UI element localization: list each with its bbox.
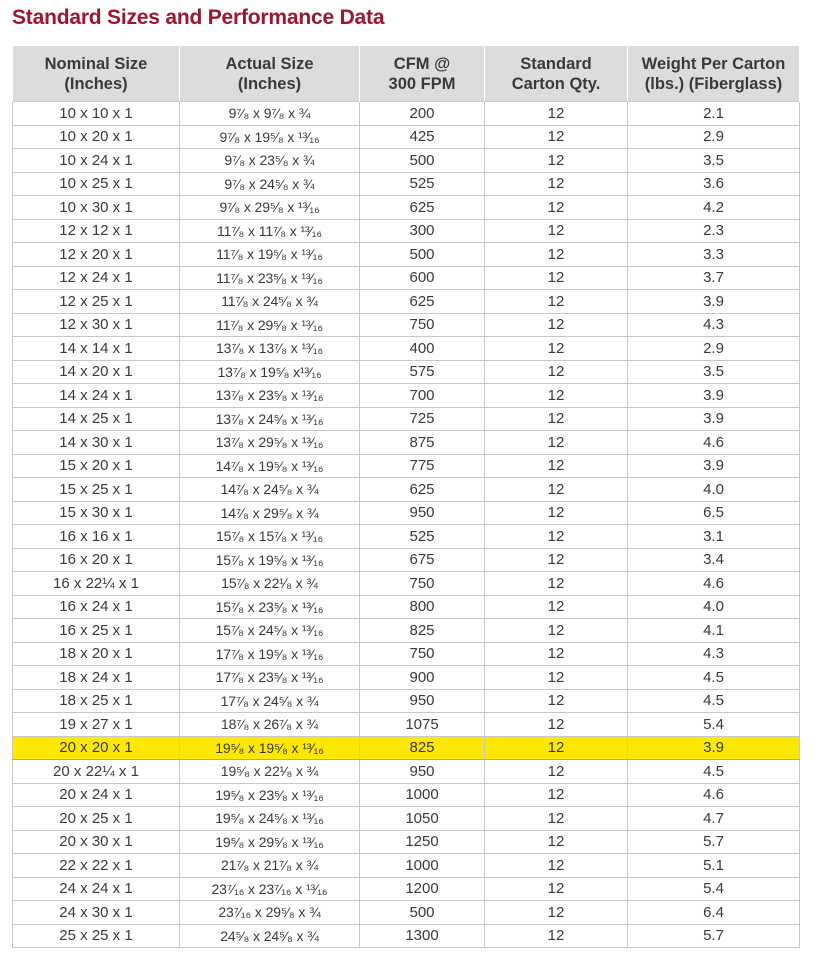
nominal-size-cell: 12 x 25 x 1: [13, 290, 180, 314]
cfm-cell: 900: [360, 666, 485, 690]
actual-size-cell: 9⁷⁄₈ x 29⁵⁄₈ x ¹³⁄₁₆: [180, 196, 360, 220]
weight-cell: 6.5: [628, 501, 800, 525]
table-row-highlighted: [13, 736, 800, 760]
header-cfm: CFM @ 300 FPM: [360, 46, 485, 102]
nominal-size-cell: 12 x 12 x 1: [13, 219, 180, 243]
weight-cell: 4.0: [628, 478, 800, 502]
table-row: [13, 924, 800, 948]
actual-size-cell: 9⁷⁄₈ x 9⁷⁄₈ x ¾: [180, 102, 360, 126]
cfm-cell: 950: [360, 689, 485, 713]
nominal-size-cell: 10 x 10 x 1: [13, 102, 180, 126]
carton-qty-cell: 12: [485, 384, 628, 408]
actual-size-cell: 13⁷⁄₈ x 23⁵⁄₈ x ¹³⁄₁₆: [180, 384, 360, 408]
actual-size-cell: 23⁷⁄₁₆ x 23⁷⁄₁₆ x ¹³⁄₁₆: [180, 877, 360, 901]
actual-size-cell: 15⁷⁄₈ x 19⁵⁄₈ x ¹³⁄₁₆: [180, 548, 360, 572]
nominal-size-cell: 10 x 25 x 1: [13, 172, 180, 196]
nominal-size-cell: 20 x 20 x 1: [13, 736, 180, 760]
table-row: [13, 102, 800, 126]
nominal-size-cell: 10 x 20 x 1: [13, 125, 180, 149]
nominal-size-cell: 15 x 20 x 1: [13, 454, 180, 478]
weight-cell: 5.1: [628, 854, 800, 878]
weight-cell: 4.5: [628, 760, 800, 784]
table-row: [13, 360, 800, 384]
weight-cell: 3.4: [628, 548, 800, 572]
header-actual-size: Actual Size (Inches): [180, 46, 360, 102]
carton-qty-cell: 12: [485, 290, 628, 314]
table-row: [13, 901, 800, 925]
nominal-size-cell: 15 x 30 x 1: [13, 501, 180, 525]
nominal-size-cell: 16 x 22¼ x 1: [13, 572, 180, 596]
cfm-cell: 425: [360, 125, 485, 149]
actual-size-cell: 19⁵⁄₈ x 29⁵⁄₈ x ¹³⁄₁₆: [180, 830, 360, 854]
header-carton-qty: Standard Carton Qty.: [485, 46, 628, 102]
table-row: [13, 149, 800, 173]
actual-size-cell: 19⁵⁄₈ x 19⁵⁄₈ x ¹³⁄₁₆: [180, 736, 360, 760]
carton-qty-cell: 12: [485, 924, 628, 948]
weight-cell: 3.9: [628, 736, 800, 760]
weight-cell: 5.4: [628, 713, 800, 737]
nominal-size-cell: 24 x 30 x 1: [13, 901, 180, 925]
cfm-cell: 1050: [360, 807, 485, 831]
carton-qty-cell: 12: [485, 548, 628, 572]
nominal-size-cell: 20 x 25 x 1: [13, 807, 180, 831]
actual-size-cell: 15⁷⁄₈ x 24⁵⁄₈ x ¹³⁄₁₆: [180, 619, 360, 643]
nominal-size-cell: 18 x 25 x 1: [13, 689, 180, 713]
carton-qty-cell: 12: [485, 196, 628, 220]
header-weight: Weight Per Carton (lbs.) (Fiberglass): [628, 46, 800, 102]
weight-cell: 3.7: [628, 266, 800, 290]
cfm-cell: 625: [360, 478, 485, 502]
nominal-size-cell: 12 x 30 x 1: [13, 313, 180, 337]
cfm-cell: 750: [360, 313, 485, 337]
sizes-table: [12, 46, 800, 948]
table-row: [13, 196, 800, 220]
cfm-cell: 300: [360, 219, 485, 243]
cfm-cell: 625: [360, 196, 485, 220]
actual-size-cell: 17⁷⁄₈ x 24⁵⁄₈ x ¾: [180, 689, 360, 713]
nominal-size-cell: 14 x 30 x 1: [13, 431, 180, 455]
table-row: [13, 572, 800, 596]
actual-size-cell: 15⁷⁄₈ x 22¹⁄₈ x ¾: [180, 572, 360, 596]
nominal-size-cell: 25 x 25 x 1: [13, 924, 180, 948]
actual-size-cell: 15⁷⁄₈ x 15⁷⁄₈ x ¹³⁄₁₆: [180, 525, 360, 549]
carton-qty-cell: 12: [485, 125, 628, 149]
carton-qty-cell: 12: [485, 478, 628, 502]
carton-qty-cell: 12: [485, 454, 628, 478]
table-row: [13, 125, 800, 149]
nominal-size-cell: 19 x 27 x 1: [13, 713, 180, 737]
table-row: [13, 619, 800, 643]
actual-size-cell: 14⁷⁄₈ x 19⁵⁄₈ x ¹³⁄₁₆: [180, 454, 360, 478]
table-row: [13, 243, 800, 267]
cfm-cell: 675: [360, 548, 485, 572]
table-row: [13, 525, 800, 549]
cfm-cell: 700: [360, 384, 485, 408]
weight-cell: 2.9: [628, 337, 800, 361]
cfm-cell: 825: [360, 619, 485, 643]
weight-cell: 3.1: [628, 525, 800, 549]
table-row: [13, 290, 800, 314]
actual-size-cell: 9⁷⁄₈ x 23⁵⁄₈ x ¾: [180, 149, 360, 173]
nominal-size-cell: 18 x 20 x 1: [13, 642, 180, 666]
cfm-cell: 1300: [360, 924, 485, 948]
actual-size-cell: 21⁷⁄₈ x 21⁷⁄₈ x ¾: [180, 854, 360, 878]
carton-qty-cell: 12: [485, 313, 628, 337]
weight-cell: 4.2: [628, 196, 800, 220]
table-row: [13, 313, 800, 337]
cfm-cell: 575: [360, 360, 485, 384]
table-row: [13, 219, 800, 243]
actual-size-cell: 11⁷⁄₈ x 23⁵⁄₈ x ¹³⁄₁₆: [180, 266, 360, 290]
nominal-size-cell: 12 x 24 x 1: [13, 266, 180, 290]
table-row: [13, 548, 800, 572]
carton-qty-cell: 12: [485, 172, 628, 196]
cfm-cell: 950: [360, 501, 485, 525]
weight-cell: 3.6: [628, 172, 800, 196]
table-row: [13, 830, 800, 854]
carton-qty-cell: 12: [485, 572, 628, 596]
cfm-cell: 950: [360, 760, 485, 784]
cfm-cell: 525: [360, 172, 485, 196]
actual-size-cell: 19⁵⁄₈ x 23⁵⁄₈ x ¹³⁄₁₆: [180, 783, 360, 807]
actual-size-cell: 9⁷⁄₈ x 19⁵⁄₈ x ¹³⁄₁₆: [180, 125, 360, 149]
weight-cell: 3.9: [628, 454, 800, 478]
table-row: [13, 172, 800, 196]
carton-qty-cell: 12: [485, 149, 628, 173]
weight-cell: 5.4: [628, 877, 800, 901]
nominal-size-cell: 16 x 24 x 1: [13, 595, 180, 619]
carton-qty-cell: 12: [485, 854, 628, 878]
carton-qty-cell: 12: [485, 360, 628, 384]
carton-qty-cell: 12: [485, 407, 628, 431]
carton-qty-cell: 12: [485, 219, 628, 243]
actual-size-cell: 14⁷⁄₈ x 29⁵⁄₈ x ¾: [180, 501, 360, 525]
actual-size-cell: 19⁵⁄₈ x 22¹⁄₈ x ¾: [180, 760, 360, 784]
cfm-cell: 625: [360, 290, 485, 314]
weight-cell: 4.1: [628, 619, 800, 643]
cfm-cell: 750: [360, 642, 485, 666]
nominal-size-cell: 15 x 25 x 1: [13, 478, 180, 502]
weight-cell: 5.7: [628, 830, 800, 854]
carton-qty-cell: 12: [485, 501, 628, 525]
nominal-size-cell: 16 x 16 x 1: [13, 525, 180, 549]
actual-size-cell: 17⁷⁄₈ x 19⁵⁄₈ x ¹³⁄₁₆: [180, 642, 360, 666]
carton-qty-cell: 12: [485, 666, 628, 690]
nominal-size-cell: 16 x 25 x 1: [13, 619, 180, 643]
cfm-cell: 400: [360, 337, 485, 361]
weight-cell: 3.5: [628, 360, 800, 384]
carton-qty-cell: 12: [485, 877, 628, 901]
carton-qty-cell: 12: [485, 619, 628, 643]
carton-qty-cell: 12: [485, 337, 628, 361]
actual-size-cell: 13⁷⁄₈ x 13⁷⁄₈ x ¹³⁄₁₆: [180, 337, 360, 361]
cfm-cell: 1250: [360, 830, 485, 854]
weight-cell: 2.1: [628, 102, 800, 126]
weight-cell: 4.5: [628, 689, 800, 713]
table-row: [13, 642, 800, 666]
weight-cell: 6.4: [628, 901, 800, 925]
cfm-cell: 600: [360, 266, 485, 290]
table-row: [13, 384, 800, 408]
table-row: [13, 713, 800, 737]
carton-qty-cell: 12: [485, 760, 628, 784]
table-row: [13, 454, 800, 478]
nominal-size-cell: 14 x 14 x 1: [13, 337, 180, 361]
nominal-size-cell: 14 x 25 x 1: [13, 407, 180, 431]
actual-size-cell: 24⁵⁄₈ x 24⁵⁄₈ x ¾: [180, 924, 360, 948]
table-row: [13, 407, 800, 431]
carton-qty-cell: 12: [485, 830, 628, 854]
weight-cell: 3.5: [628, 149, 800, 173]
cfm-cell: 725: [360, 407, 485, 431]
table-row: [13, 760, 800, 784]
cfm-cell: 775: [360, 454, 485, 478]
weight-cell: 3.9: [628, 290, 800, 314]
actual-size-cell: 13⁷⁄₈ x 29⁵⁄₈ x ¹³⁄₁₆: [180, 431, 360, 455]
nominal-size-cell: 20 x 22¼ x 1: [13, 760, 180, 784]
carton-qty-cell: 12: [485, 901, 628, 925]
carton-qty-cell: 12: [485, 431, 628, 455]
weight-cell: 4.3: [628, 313, 800, 337]
nominal-size-cell: 22 x 22 x 1: [13, 854, 180, 878]
weight-cell: 4.3: [628, 642, 800, 666]
carton-qty-cell: 12: [485, 736, 628, 760]
weight-cell: 3.9: [628, 384, 800, 408]
weight-cell: 4.0: [628, 595, 800, 619]
cfm-cell: 1075: [360, 713, 485, 737]
table-row: [13, 337, 800, 361]
actual-size-cell: 17⁷⁄₈ x 23⁵⁄₈ x ¹³⁄₁₆: [180, 666, 360, 690]
carton-qty-cell: 12: [485, 102, 628, 126]
header-row: [13, 46, 800, 102]
cfm-cell: 800: [360, 595, 485, 619]
weight-cell: 4.5: [628, 666, 800, 690]
actual-size-cell: 11⁷⁄₈ x 11⁷⁄₈ x ¹³⁄₁₆: [180, 219, 360, 243]
carton-qty-cell: 12: [485, 525, 628, 549]
table-row: [13, 478, 800, 502]
weight-cell: 2.9: [628, 125, 800, 149]
carton-qty-cell: 12: [485, 783, 628, 807]
cfm-cell: 1000: [360, 783, 485, 807]
table-row: [13, 666, 800, 690]
actual-size-cell: 13⁷⁄₈ x 19⁵⁄₈ x¹³⁄₁₆: [180, 360, 360, 384]
carton-qty-cell: 12: [485, 642, 628, 666]
actual-size-cell: 11⁷⁄₈ x 19⁵⁄₈ x ¹³⁄₁₆: [180, 243, 360, 267]
nominal-size-cell: 14 x 24 x 1: [13, 384, 180, 408]
cfm-cell: 750: [360, 572, 485, 596]
cfm-cell: 875: [360, 431, 485, 455]
cfm-cell: 525: [360, 525, 485, 549]
actual-size-cell: 18⁷⁄₈ x 26⁷⁄₈ x ¾: [180, 713, 360, 737]
table-row: [13, 877, 800, 901]
table-header: [13, 46, 800, 102]
cfm-cell: 500: [360, 149, 485, 173]
table-row: [13, 783, 800, 807]
carton-qty-cell: 12: [485, 266, 628, 290]
table-row: [13, 431, 800, 455]
weight-cell: 4.7: [628, 807, 800, 831]
table-body: [13, 102, 800, 948]
weight-cell: 3.3: [628, 243, 800, 267]
nominal-size-cell: 18 x 24 x 1: [13, 666, 180, 690]
carton-qty-cell: 12: [485, 689, 628, 713]
actual-size-cell: 13⁷⁄₈ x 24⁵⁄₈ x ¹³⁄₁₆: [180, 407, 360, 431]
cfm-cell: 825: [360, 736, 485, 760]
weight-cell: 5.7: [628, 924, 800, 948]
page-title: Standard Sizes and Performance Data: [12, 6, 385, 29]
nominal-size-cell: 16 x 20 x 1: [13, 548, 180, 572]
table-row: [13, 854, 800, 878]
header-nominal-size: Nominal Size (Inches): [13, 46, 180, 102]
actual-size-cell: 15⁷⁄₈ x 23⁵⁄₈ x ¹³⁄₁₆: [180, 595, 360, 619]
actual-size-cell: 11⁷⁄₈ x 29⁵⁄₈ x ¹³⁄₁₆: [180, 313, 360, 337]
actual-size-cell: 14⁷⁄₈ x 24⁵⁄₈ x ¾: [180, 478, 360, 502]
actual-size-cell: 9⁷⁄₈ x 24⁵⁄₈ x ¾: [180, 172, 360, 196]
table-row: [13, 501, 800, 525]
carton-qty-cell: 12: [485, 595, 628, 619]
actual-size-cell: 11⁷⁄₈ x 24⁵⁄₈ x ¾: [180, 290, 360, 314]
nominal-size-cell: 12 x 20 x 1: [13, 243, 180, 267]
cfm-cell: 1000: [360, 854, 485, 878]
weight-cell: 4.6: [628, 572, 800, 596]
weight-cell: 4.6: [628, 431, 800, 455]
weight-cell: 2.3: [628, 219, 800, 243]
table-row: [13, 807, 800, 831]
nominal-size-cell: 10 x 30 x 1: [13, 196, 180, 220]
nominal-size-cell: 10 x 24 x 1: [13, 149, 180, 173]
nominal-size-cell: 20 x 24 x 1: [13, 783, 180, 807]
table-row: [13, 595, 800, 619]
cfm-cell: 200: [360, 102, 485, 126]
weight-cell: 4.6: [628, 783, 800, 807]
actual-size-cell: 23⁷⁄₁₆ x 29⁵⁄₈ x ¾: [180, 901, 360, 925]
carton-qty-cell: 12: [485, 243, 628, 267]
actual-size-cell: 19⁵⁄₈ x 24⁵⁄₈ x ¹³⁄₁₆: [180, 807, 360, 831]
cfm-cell: 500: [360, 901, 485, 925]
nominal-size-cell: 20 x 30 x 1: [13, 830, 180, 854]
carton-qty-cell: 12: [485, 713, 628, 737]
nominal-size-cell: 14 x 20 x 1: [13, 360, 180, 384]
table-row: [13, 689, 800, 713]
carton-qty-cell: 12: [485, 807, 628, 831]
cfm-cell: 1200: [360, 877, 485, 901]
weight-cell: 3.9: [628, 407, 800, 431]
cfm-cell: 500: [360, 243, 485, 267]
table-row: [13, 266, 800, 290]
nominal-size-cell: 24 x 24 x 1: [13, 877, 180, 901]
